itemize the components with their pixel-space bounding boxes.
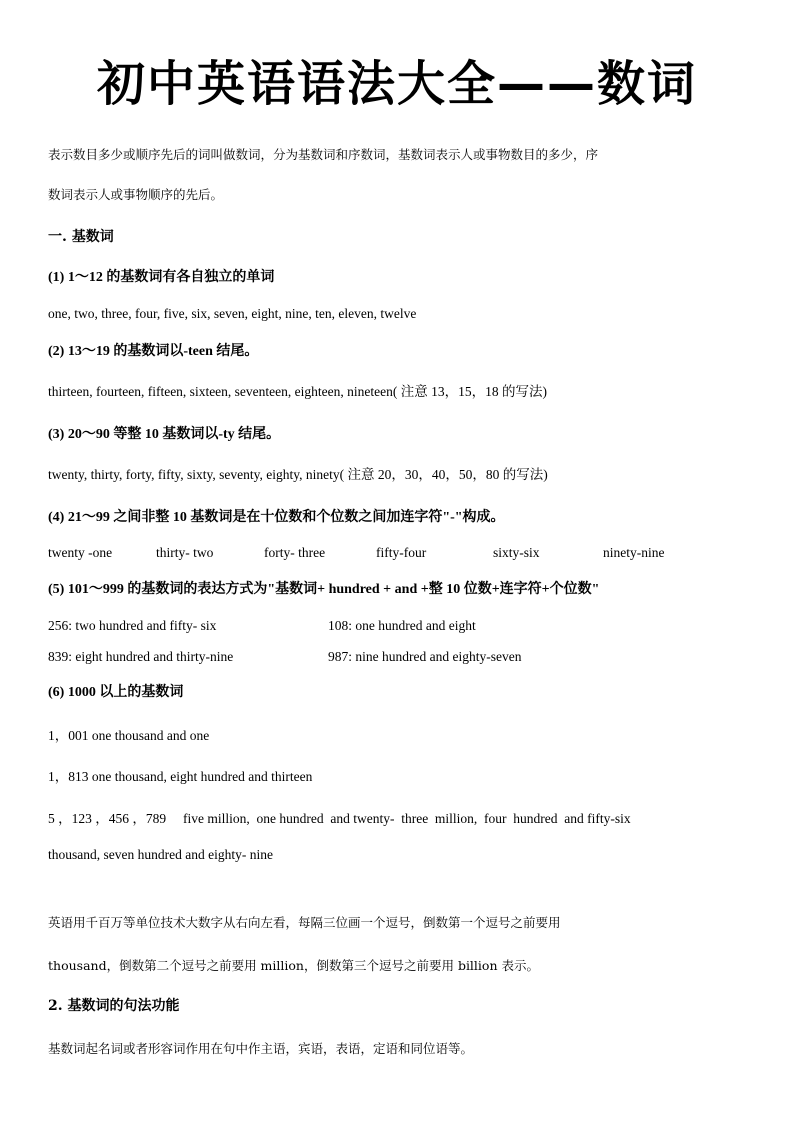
word-example: thirty- two — [156, 545, 214, 560]
function-text: 基数词起名词或者形容词作用在句中作主语，宾语，表语，定语和同位语等。 — [48, 1041, 474, 1056]
section-heading-function: 2. 基数词的句法功能 — [48, 998, 180, 1014]
subsection-heading-1: (1) 1～12 的基数词有各自独立的单词 — [48, 270, 275, 285]
example-5123456789-line-2: thousand, seven hundred and eighty- nine — [48, 847, 273, 862]
note-line-2: thousand，倒数第二个逗号之前要用 million，倒数第三个逗号之前要用 billion 表示。 — [48, 958, 539, 973]
example-108: 108: one hundred and eight — [328, 618, 476, 633]
example-1813: 1，813 one thousand, eight hundred and thirteen — [48, 769, 313, 784]
word-example: sixty-six — [493, 545, 540, 560]
intro-line-1: 表示数目多少或顺序先后的词叫做数词，分为基数词和序数词，基数词表示人或事物数目的多少，序 — [48, 147, 599, 162]
example-987: 987: nine hundred and eighty-seven — [328, 649, 522, 664]
example-1001: 1，001 one thousand and one — [48, 728, 210, 743]
words-13-19: thirteen, fourteen, fifteen, sixteen, seventeen, eighteen, nineteen( 注意 13，15，18 的写法) — [48, 384, 547, 399]
intro-line-2: 数词表示人或事物顺序的先后。 — [48, 187, 224, 202]
subsection-heading-4: (4) 21～99 之间非整 10 基数词是在十位数和个位数之间加连字符"-"构成。 — [48, 510, 505, 525]
word-example: ninety-nine — [603, 545, 665, 560]
word-example: forty- three — [264, 545, 326, 560]
example-839: 839: eight hundred and thirty-nine — [48, 649, 234, 664]
example-256: 256: two hundred and fifty- six — [48, 618, 217, 633]
subsection-heading-2: (2) 13～19 的基数词以-teen 结尾。 — [48, 344, 259, 359]
section-heading-cardinal: 一. 基数词 — [48, 229, 114, 245]
subsection-heading-6: (6) 1000 以上的基数词 — [48, 685, 184, 700]
word-example: fifty-four — [376, 545, 427, 560]
note-line-1: 英语用千百万等单位技术大数字从右向左看，每隔三位画一个逗号，倒数第一个逗号之前要用 — [48, 915, 561, 930]
page-title: 初中英语语法大全——数词 — [96, 56, 697, 112]
subsection-heading-5: (5) 101～999 的基数词的表达方式为"基数词+ hundred + and +整 10 位数+连字符+个位数" — [48, 582, 600, 597]
subsection-heading-3: (3) 20～90 等整 10 基数词以-ty 结尾。 — [48, 427, 281, 442]
words-1-12: one, two, three, four, five, six, seven, eight, nine, ten, eleven, twelve — [48, 306, 417, 321]
example-5123456789-line-1: 5 ，123 ，456 ，789 five million, one hundred and twenty- three million, four hundred and fifty-six — [48, 811, 631, 826]
words-20-90: twenty, thirty, forty, fifty, sixty, seventy, eighty, ninety( 注意 20，30，40，50，80 的写法) — [48, 467, 548, 482]
word-example: twenty -one — [48, 545, 113, 560]
